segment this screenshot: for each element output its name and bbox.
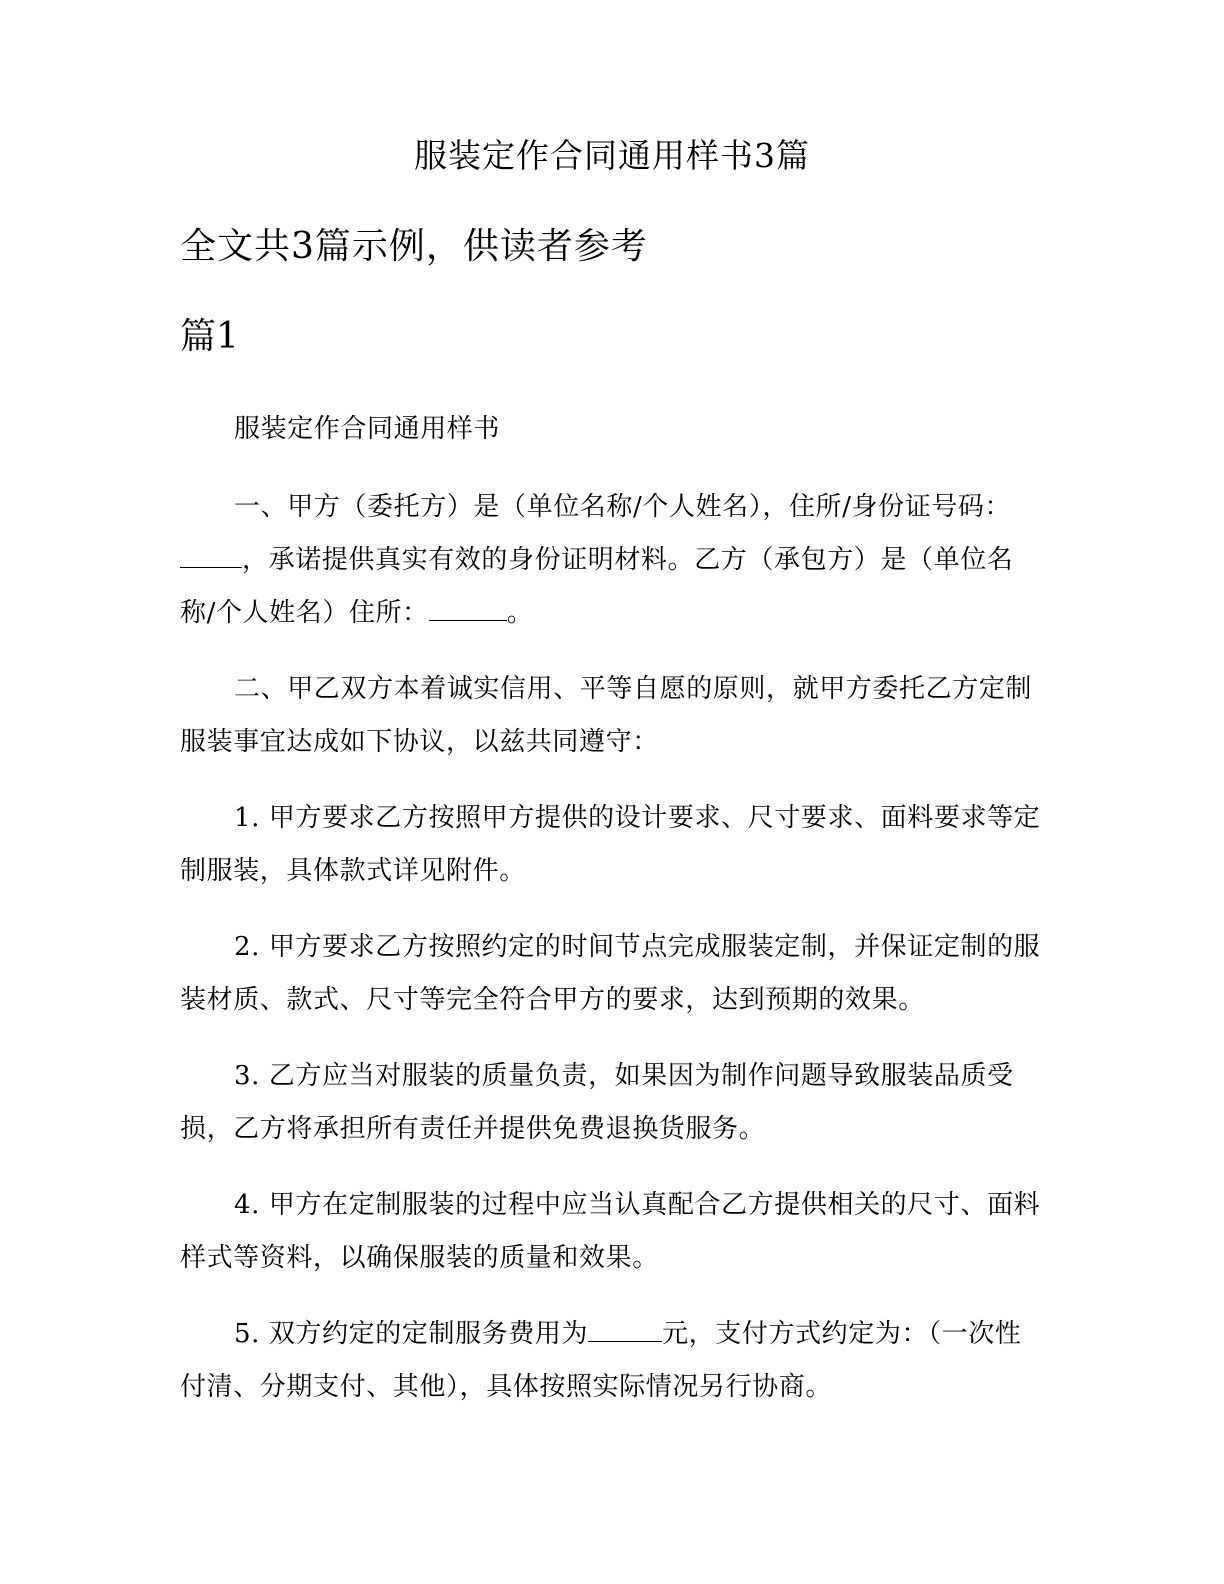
item-5-text-a: 5. 双方约定的定制服务费用为 (234, 1319, 589, 1349)
item-1-paragraph: 1. 甲方要求乙方按照甲方提供的设计要求、尺寸要求、面料要求等定制服装，具体款式详见附件。 (180, 803, 1041, 886)
document-subtitle: 全文共3篇示例，供读者参考 (180, 226, 648, 267)
blank-line-id (180, 541, 242, 568)
clause-1-text-c: 。 (506, 598, 534, 628)
document-body (180, 403, 1045, 1437)
item-5-paragraph (180, 1308, 1045, 1414)
blank-line-address (429, 594, 507, 621)
item-5-text-b: 元，支付方式约定为：（一次性付清、分期支付、其他），具体按照实际情况另行协商。 (180, 1319, 1022, 1402)
document-title: 服装定作合同通用样书3篇 (414, 136, 810, 175)
item-3-paragraph: 3. 乙方应当对服装的质量负责，如果因为制作问题导致服装品质受损，乙方将承担所有责任并提供免费退换货服务。 (180, 1061, 1014, 1144)
clause-1-text-b: ，承诺提供真实有效的身份证明材料。乙方（承包方）是（单位名称/个人姓名）住所： (180, 545, 1014, 628)
part-heading: 篇1 (180, 316, 239, 357)
item-4-paragraph: 4. 甲方在定制服装的过程中应当认真配合乙方提供相关的尺寸、面料样式等资料，以确保服装的质量和效果。 (180, 1190, 1041, 1273)
item-2-paragraph: 2. 甲方要求乙方按照约定的时间节点完成服装定制，并保证定制的服装材质、款式、尺寸等完全符合甲方的要求，达到预期的效果。 (180, 932, 1041, 1015)
clause-1-text-a: 一、甲方（委托方）是（单位名称/个人姓名），住所/身份证号码： (234, 492, 1012, 522)
contract-title: 服装定作合同通用样书 (234, 414, 501, 444)
clause-1-paragraph (180, 481, 1045, 640)
clause-2-paragraph: 二、甲乙双方本着诚实信用、平等自愿的原则，就甲方委托乙方定制服装事宜达成如下协议，以兹共同遵守： (180, 674, 1033, 757)
blank-line-fee (588, 1315, 662, 1342)
